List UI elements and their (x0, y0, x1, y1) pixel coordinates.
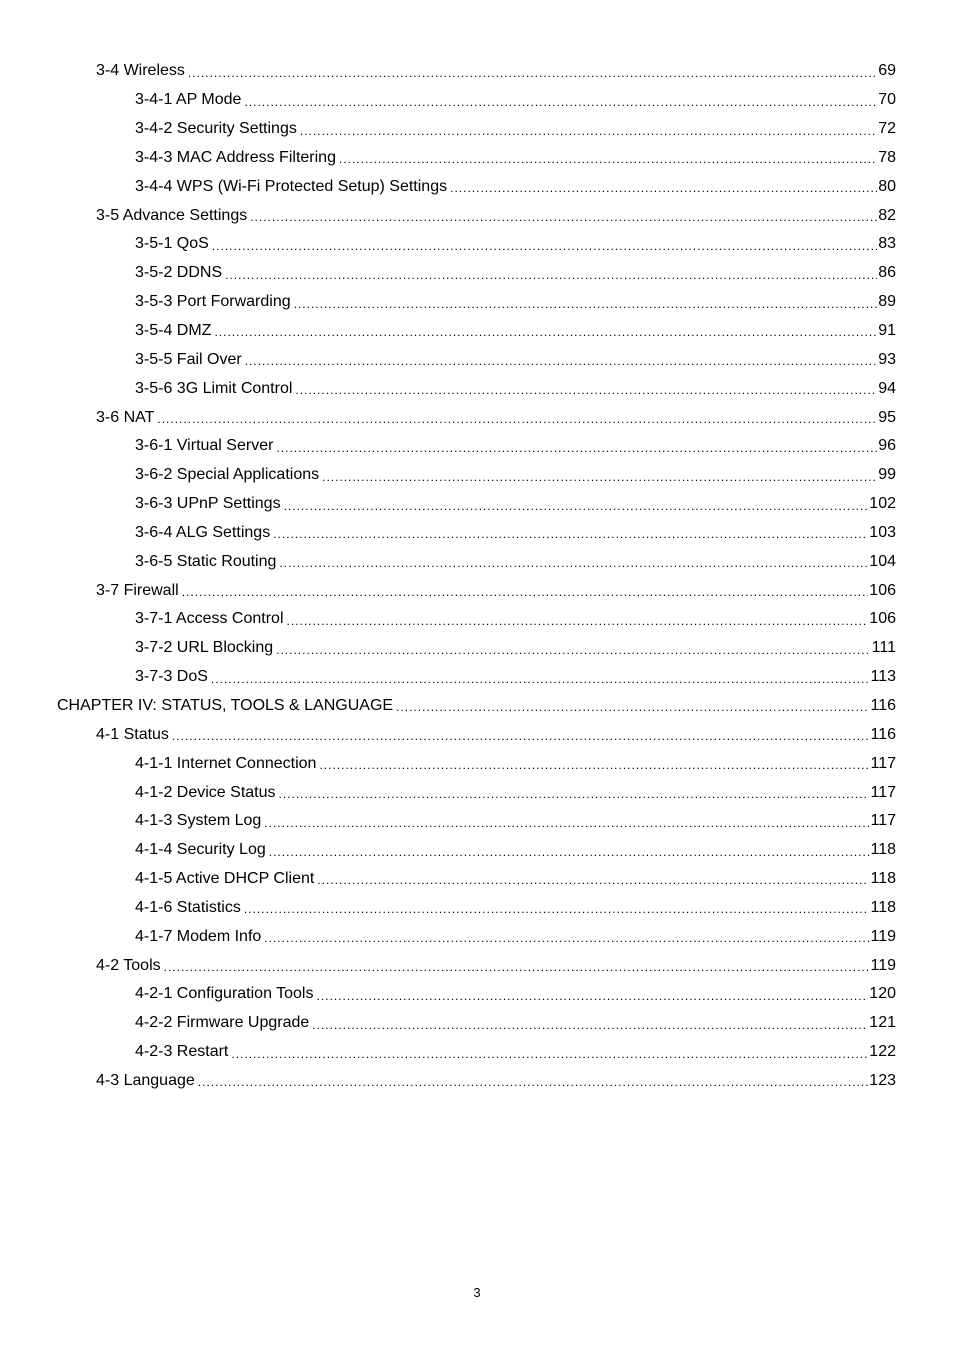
toc-entry-title: 4-2-3 Restart (135, 1043, 229, 1061)
toc-entry[interactable] (57, 1067, 896, 1096)
toc-entry[interactable] (57, 115, 896, 144)
toc-entry-page: 121 (869, 1014, 896, 1032)
toc-entry-page: 118 (870, 841, 896, 859)
toc-entry-page: 91 (878, 322, 896, 340)
toc-entry-page: 72 (878, 120, 896, 138)
toc-dot-leader (214, 322, 877, 345)
toc-dot-leader (182, 582, 869, 605)
toc-entry-page: 116 (870, 725, 896, 743)
toc-dot-leader (276, 438, 877, 461)
table-of-contents (57, 57, 896, 1095)
toc-entry-title: 3-5-4 DMZ (135, 322, 212, 340)
toc-entry[interactable] (57, 1009, 896, 1038)
toc-entry[interactable] (57, 172, 896, 201)
toc-entry-title: 3-5-5 Fail Over (135, 350, 242, 368)
toc-dot-leader (284, 496, 869, 519)
toc-entry-page: 122 (869, 1043, 896, 1061)
toc-dot-leader (245, 351, 878, 374)
toc-dot-leader (264, 928, 869, 951)
toc-dot-leader (273, 524, 868, 547)
toc-entry[interactable] (57, 230, 896, 259)
toc-dot-leader (316, 986, 868, 1009)
toc-entry-page: 69 (878, 62, 896, 80)
toc-dot-leader (244, 899, 870, 922)
toc-entry[interactable] (57, 461, 896, 490)
toc-entry-page: 117 (870, 783, 896, 801)
toc-entry[interactable] (57, 865, 896, 894)
toc-entry[interactable] (57, 403, 896, 432)
toc-entry-title: 3-5-2 DDNS (135, 264, 223, 282)
toc-dot-leader (172, 726, 870, 749)
toc-dot-leader (157, 409, 877, 432)
toc-entry-title: 3-7-1 Access Control (135, 610, 284, 628)
toc-entry[interactable] (57, 922, 896, 951)
toc-entry-page: 117 (870, 754, 896, 772)
toc-dot-leader (294, 294, 878, 317)
toc-entry[interactable] (57, 836, 896, 865)
toc-entry[interactable] (57, 259, 896, 288)
toc-dot-leader (312, 1015, 868, 1038)
toc-dot-leader (322, 467, 877, 490)
toc-entry-page: 95 (878, 408, 896, 426)
toc-entry[interactable] (57, 490, 896, 519)
toc-entry-page: 96 (878, 437, 896, 455)
toc-entry-page: 82 (878, 206, 896, 224)
toc-entry-page: 99 (878, 466, 896, 484)
toc-entry[interactable] (57, 57, 896, 86)
toc-entry-page: 102 (869, 495, 896, 513)
toc-dot-leader (295, 380, 877, 403)
toc-dot-leader (244, 92, 877, 115)
toc-entry-title: 3-6-2 Special Applications (135, 466, 320, 484)
toc-entry[interactable] (57, 749, 896, 778)
toc-entry-title: 4-1-7 Modem Info (135, 927, 262, 945)
toc-dot-leader (450, 178, 877, 201)
toc-entry[interactable] (57, 432, 896, 461)
toc-entry-page: 93 (878, 350, 896, 368)
toc-dot-leader (264, 813, 869, 836)
toc-entry-title: 3-6-5 Static Routing (135, 552, 277, 570)
toc-entry-title: 4-1-6 Statistics (135, 898, 241, 916)
toc-entry[interactable] (57, 374, 896, 403)
toc-entry-page: 106 (869, 581, 896, 599)
toc-entry[interactable] (57, 144, 896, 173)
toc-dot-leader (198, 1072, 869, 1095)
toc-entry-title: 4-2-2 Firmware Upgrade (135, 1014, 310, 1032)
toc-entry-title: 3-5 Advance Settings (96, 206, 248, 224)
toc-entry-title: 3-5-6 3G Limit Control (135, 379, 293, 397)
toc-entry[interactable] (57, 778, 896, 807)
toc-entry-title: 3-6 NAT (96, 408, 155, 426)
toc-entry-page: 120 (869, 985, 896, 1003)
toc-entry[interactable] (57, 317, 896, 346)
toc-entry-page: 104 (869, 552, 896, 570)
toc-entry[interactable] (57, 1038, 896, 1067)
toc-dot-leader (250, 207, 877, 230)
toc-entry-title: CHAPTER IV: STATUS, TOOLS & LANGUAGE (57, 696, 394, 714)
toc-entry-title: 4-3 Language (96, 1071, 195, 1089)
toc-dot-leader (300, 121, 877, 144)
toc-entry[interactable] (57, 86, 896, 115)
toc-entry[interactable] (57, 576, 896, 605)
toc-entry-page: 89 (878, 293, 896, 311)
toc-entry-page: 86 (878, 264, 896, 282)
toc-entry-title: 4-1-5 Active DHCP Client (135, 870, 315, 888)
toc-dot-leader (279, 784, 870, 807)
toc-entry[interactable] (57, 634, 896, 663)
toc-entry-page: 117 (870, 812, 896, 830)
toc-entry-title: 4-2 Tools (96, 956, 161, 974)
toc-dot-leader (279, 553, 868, 576)
toc-entry-page: 94 (878, 379, 896, 397)
toc-entry-page: 78 (878, 148, 896, 166)
toc-dot-leader (212, 236, 877, 259)
toc-dot-leader (231, 1044, 868, 1067)
toc-entry[interactable] (57, 663, 896, 692)
toc-entry-title: 4-1-2 Device Status (135, 783, 276, 801)
toc-entry-page: 103 (869, 523, 896, 541)
toc-entry[interactable] (57, 951, 896, 980)
toc-entry[interactable] (57, 547, 896, 576)
toc-entry-page: 123 (869, 1071, 896, 1089)
toc-dot-leader (287, 611, 869, 634)
toc-entry-title: 4-1-1 Internet Connection (135, 754, 317, 772)
toc-entry-title: 4-1 Status (96, 725, 169, 743)
toc-dot-leader (339, 149, 877, 172)
toc-entry[interactable] (57, 605, 896, 634)
toc-dot-leader (319, 755, 869, 778)
toc-entry-page: 116 (870, 696, 896, 714)
toc-entry-title: 3-4-4 WPS (Wi-Fi Protected Setup) Settings (135, 177, 448, 195)
toc-entry[interactable] (57, 692, 896, 721)
toc-entry-title: 3-4-2 Security Settings (135, 120, 297, 138)
toc-entry-title: 3-6-4 ALG Settings (135, 523, 271, 541)
toc-entry-title: 3-7-2 URL Blocking (135, 639, 274, 657)
toc-entry-title: 3-5-1 QoS (135, 235, 209, 253)
toc-entry-title: 3-4-1 AP Mode (135, 91, 242, 109)
toc-entry[interactable] (57, 519, 896, 548)
toc-entry-page: 111 (871, 639, 896, 657)
toc-entry-title: 4-2-1 Configuration Tools (135, 985, 314, 1003)
toc-entry-page: 118 (870, 898, 896, 916)
toc-entry-page: 80 (878, 177, 896, 195)
toc-entry-page: 83 (878, 235, 896, 253)
toc-dot-leader (276, 640, 871, 663)
toc-entry-page: 70 (878, 91, 896, 109)
toc-entry-page: 119 (870, 956, 896, 974)
toc-dot-leader (188, 63, 877, 86)
toc-entry-title: 4-1-4 Security Log (135, 841, 266, 859)
toc-entry-title: 3-7-3 DoS (135, 668, 208, 686)
toc-entry-title: 4-1-3 System Log (135, 812, 262, 830)
toc-dot-leader (269, 842, 870, 865)
toc-dot-leader (211, 669, 870, 692)
toc-entry[interactable] (57, 807, 896, 836)
toc-entry-title: 3-5-3 Port Forwarding (135, 293, 291, 311)
toc-dot-leader (164, 957, 870, 980)
toc-entry-page: 113 (870, 668, 896, 686)
toc-entry-title: 3-6-3 UPnP Settings (135, 495, 281, 513)
toc-entry-page: 118 (870, 870, 896, 888)
toc-entry-title: 3-4-3 MAC Address Filtering (135, 148, 336, 166)
toc-entry[interactable] (57, 201, 896, 230)
toc-entry-title: 3-6-1 Virtual Server (135, 437, 274, 455)
toc-dot-leader (317, 870, 869, 893)
toc-entry-title: 3-7 Firewall (96, 581, 179, 599)
toc-dot-leader (225, 265, 877, 288)
toc-entry[interactable] (57, 980, 896, 1009)
toc-entry[interactable] (57, 345, 896, 374)
toc-entry-page: 119 (870, 927, 896, 945)
page-number: 3 (473, 1285, 481, 1300)
toc-entry[interactable] (57, 720, 896, 749)
toc-entry-title: 3-4 Wireless (96, 62, 185, 80)
toc-entry[interactable] (57, 288, 896, 317)
toc-dot-leader (396, 697, 869, 720)
toc-entry[interactable] (57, 893, 896, 922)
toc-entry-page: 106 (869, 610, 896, 628)
